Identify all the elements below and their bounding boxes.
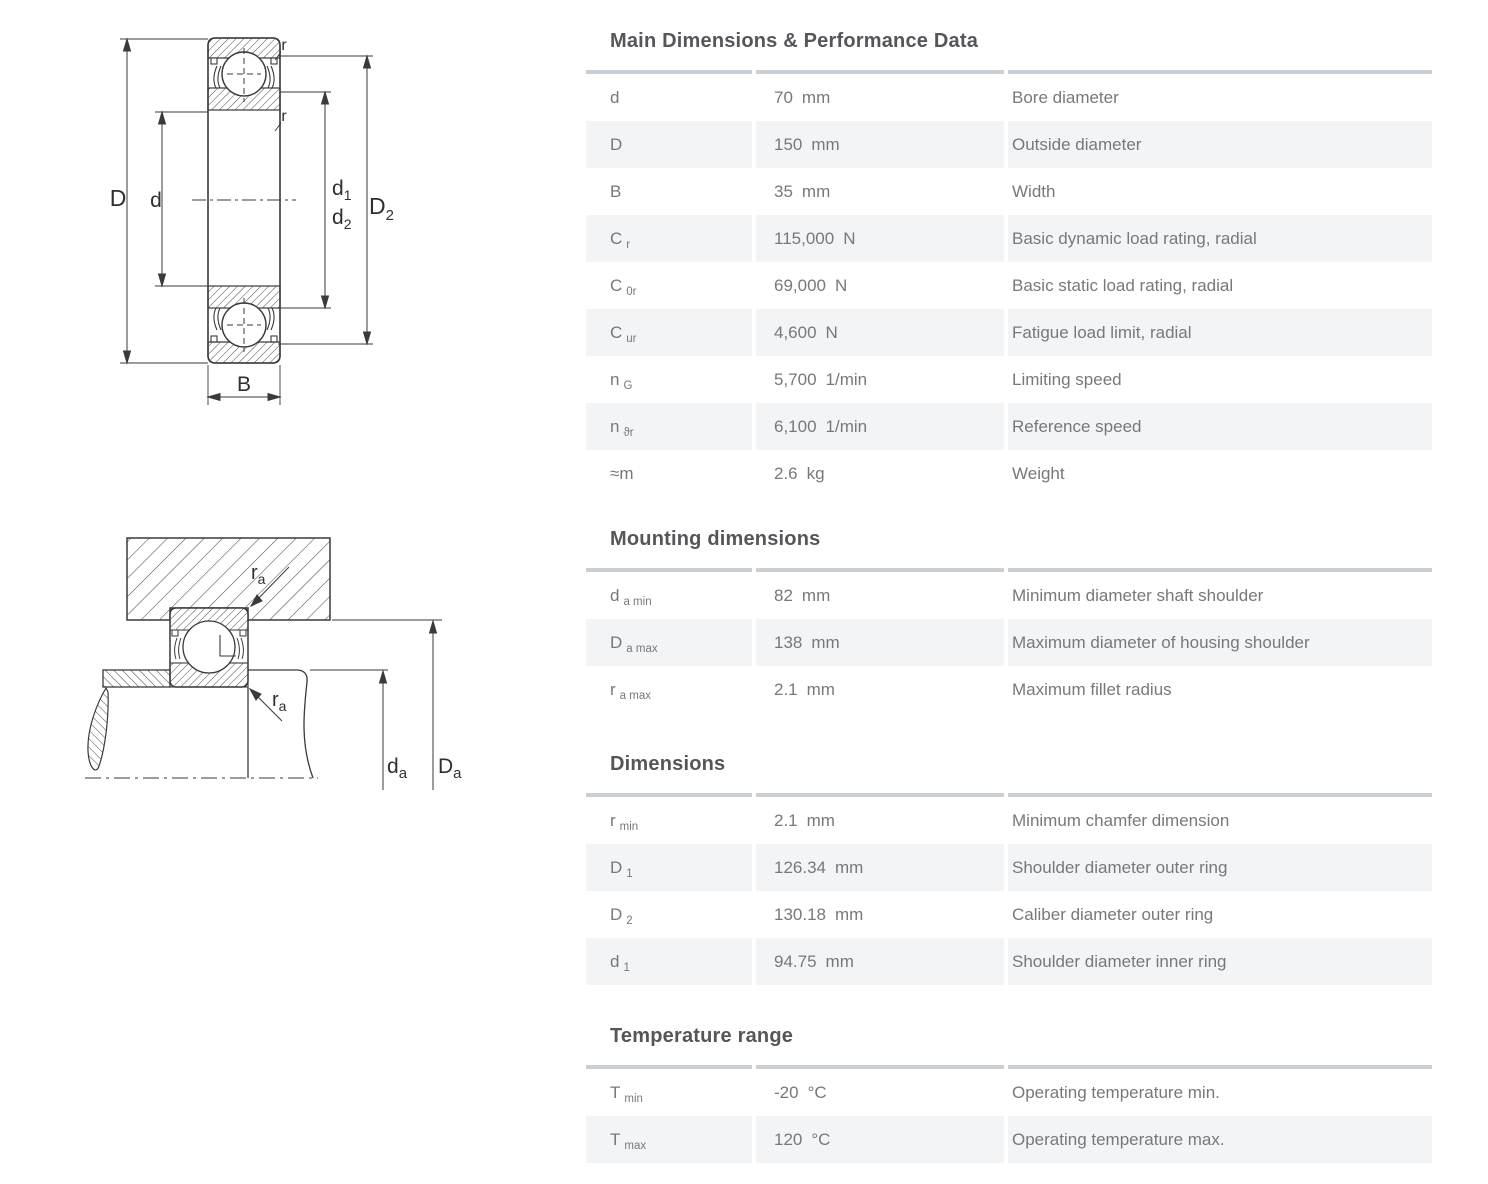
unit: mm [806,811,835,830]
value-cell [756,666,1004,713]
table-row [586,572,1432,619]
symbol-cell [586,168,752,215]
description-cell: Weight [1008,450,1432,497]
description-cell: Reference speed [1008,403,1432,450]
value: 70 [774,88,793,107]
value: 115,000 [774,229,835,248]
description-cell: Caliber diameter outer ring [1008,891,1432,938]
description-cell: Operating temperature max. [1008,1116,1432,1163]
symbol: C [610,276,623,295]
symbol: r [610,680,616,699]
shaft-step-outline [248,670,313,778]
ball [183,621,235,673]
label-d2: $d_2$ [332,206,352,232]
description-cell: Shoulder diameter outer ring [1008,844,1432,891]
label-r-top: r [281,37,287,54]
table-row [586,666,1432,713]
symbol-subscript: 0r [626,286,637,298]
value-cell [756,891,1004,938]
shaft-shoulder-section [103,670,170,687]
description-cell: Maximum diameter of housing shoulder [1008,619,1432,666]
unit: mm [835,905,864,924]
value-cell [756,168,1004,215]
symbol-cell [586,309,752,356]
value: 2.1 [774,680,798,699]
symbol-subscript: a min [623,596,652,608]
unit: mm [825,952,854,971]
description-cell: Shoulder diameter inner ring [1008,938,1432,985]
table-row [586,262,1432,309]
table-row [586,797,1432,844]
table-row [586,450,1432,497]
symbol: n [610,417,620,436]
label-B: B [236,373,252,396]
description-cell: Basic static load rating, radial [1008,262,1432,309]
value-cell [756,309,1004,356]
table-row [586,74,1432,121]
symbol-cell [586,797,752,844]
symbol-subscript: ϑr [623,427,634,439]
unit: mm [811,633,840,652]
value-cell [756,74,1004,121]
symbol: D [610,858,623,877]
unit: N [825,323,838,342]
table-row [586,1069,1432,1116]
unit: mm [811,135,840,154]
symbol: d [610,88,620,107]
unit: °C [811,1130,831,1149]
symbol-cell [586,74,752,121]
table-row [586,891,1432,938]
description-cell: Limiting speed [1008,356,1432,403]
bearing-cross-section-drawing [60,20,460,420]
unit: 1/min [825,370,868,389]
seal-groove-left-bottom [211,336,217,342]
spec-table [586,568,1432,713]
symbol-subscript: max [624,1140,647,1152]
symbol-subscript: min [619,821,639,833]
symbol-cell [586,619,752,666]
symbol-subscript: a max [619,690,651,702]
symbol-cell [586,572,752,619]
label-D2: $D_2$ [369,193,394,224]
spec-table [586,70,1432,497]
description-cell: Bore diameter [1008,74,1432,121]
spec-table [586,793,1432,985]
section-title: Dimensions [610,753,726,775]
label-r-mid: r [281,108,287,125]
section-title: Mounting dimensions [610,528,821,550]
unit: kg [806,464,825,483]
value: 35 [774,182,793,201]
symbol-subscript: 1 [623,962,630,974]
description-cell: Width [1008,168,1432,215]
table-row [586,1116,1432,1163]
section-title: Main Dimensions & Performance Data [610,30,979,52]
unit: mm [801,586,831,605]
symbol-cell [586,891,752,938]
table-row [586,619,1432,666]
symbol: n [610,370,620,389]
symbol-subscript: ur [626,333,637,345]
symbol: D [610,905,623,924]
symbol-subscript: min [624,1093,643,1105]
unit: 1/min [825,417,868,436]
value: 2.1 [774,811,798,830]
value: 6,100 [774,417,817,436]
table-row [586,121,1432,168]
unit: mm [806,680,835,699]
value: -20 [774,1083,799,1102]
symbol-cell [586,844,752,891]
seal-groove-right [240,630,246,636]
bearing-section [192,38,296,363]
unit: N [835,276,848,295]
symbol-cell [586,215,752,262]
symbol-cell [586,1116,752,1163]
symbol: d [610,952,620,971]
label-d: d [150,189,162,212]
symbol: B [610,182,622,201]
value-cell [756,938,1004,985]
value-cell [756,403,1004,450]
label-d1: $d_1$ [332,177,352,203]
table-row [586,844,1432,891]
value: 150 [774,135,803,154]
symbol-cell [586,262,752,309]
unit: °C [807,1083,827,1102]
value-cell [756,1069,1004,1116]
spec-table [586,1065,1432,1163]
table-row [586,356,1432,403]
seal-groove-right-bottom [271,336,277,342]
symbol-cell [586,403,752,450]
symbol: ≈m [610,464,634,483]
label-D: D [109,185,127,211]
value-cell [756,121,1004,168]
symbol: r [610,811,616,830]
symbol-cell [586,356,752,403]
symbol: C [610,229,623,248]
symbol: D [610,135,623,154]
value-cell [756,215,1004,262]
value-cell [756,844,1004,891]
label-ra-top: $r_a$ [251,562,266,587]
table-row [586,403,1432,450]
symbol: C [610,323,623,342]
unit: mm [801,88,831,107]
symbol-cell [586,1069,752,1116]
value-cell [756,450,1004,497]
bearing-mounting-drawing [70,525,490,800]
value-cell [756,797,1004,844]
description-cell: Maximum fillet radius [1008,666,1432,713]
symbol: T [610,1083,621,1102]
symbol-cell [586,938,752,985]
value: 4,600 [774,323,817,342]
seal-groove-left [172,630,178,636]
section-title: Temperature range [610,1025,794,1047]
description-cell: Minimum chamfer dimension [1008,797,1432,844]
label-Da: $D_a$ [438,755,462,782]
symbol-subscript: G [623,380,633,392]
description-cell: Outside diameter [1008,121,1432,168]
symbol-subscript: 1 [626,868,633,880]
description-cell: Minimum diameter shaft shoulder [1008,572,1432,619]
seal-groove-left-top [211,58,217,64]
value-cell [756,1116,1004,1163]
description-cell: Fatigue load limit, radial [1008,309,1432,356]
value-cell [756,262,1004,309]
value: 82 [774,586,793,605]
table-row [586,309,1432,356]
symbol: T [610,1130,621,1149]
value-cell [756,619,1004,666]
description-cell: Operating temperature min. [1008,1069,1432,1116]
unit: mm [835,858,864,877]
shaft-fillet-section [88,688,108,770]
symbol-subscript: a max [626,643,658,655]
bearing-section [170,608,248,687]
value: 5,700 [774,370,817,389]
spec-tables-panel [586,0,1432,1184]
value: 130.18 [774,905,826,924]
symbol-cell [586,450,752,497]
value: 2.6 [774,464,798,483]
value-cell [756,572,1004,619]
table-row [586,215,1432,262]
symbol: d [610,586,620,605]
value: 120 [774,1130,803,1149]
table-row [586,168,1432,215]
table-row [586,938,1432,985]
value: 138 [774,633,803,652]
value: 69,000 [774,276,826,295]
description-cell: Basic dynamic load rating, radial [1008,215,1432,262]
value: 94.75 [774,952,817,971]
value: 126.34 [774,858,826,877]
unit: N [843,229,856,248]
symbol-cell [586,121,752,168]
label-ra-bottom: $r_a$ [272,689,287,714]
label-da: $d_a$ [387,755,408,782]
symbol-subscript: r [626,239,631,251]
symbol: D [610,633,623,652]
unit: mm [801,182,831,201]
symbol-cell [586,666,752,713]
value-cell [756,356,1004,403]
symbol-subscript: 2 [626,915,633,927]
